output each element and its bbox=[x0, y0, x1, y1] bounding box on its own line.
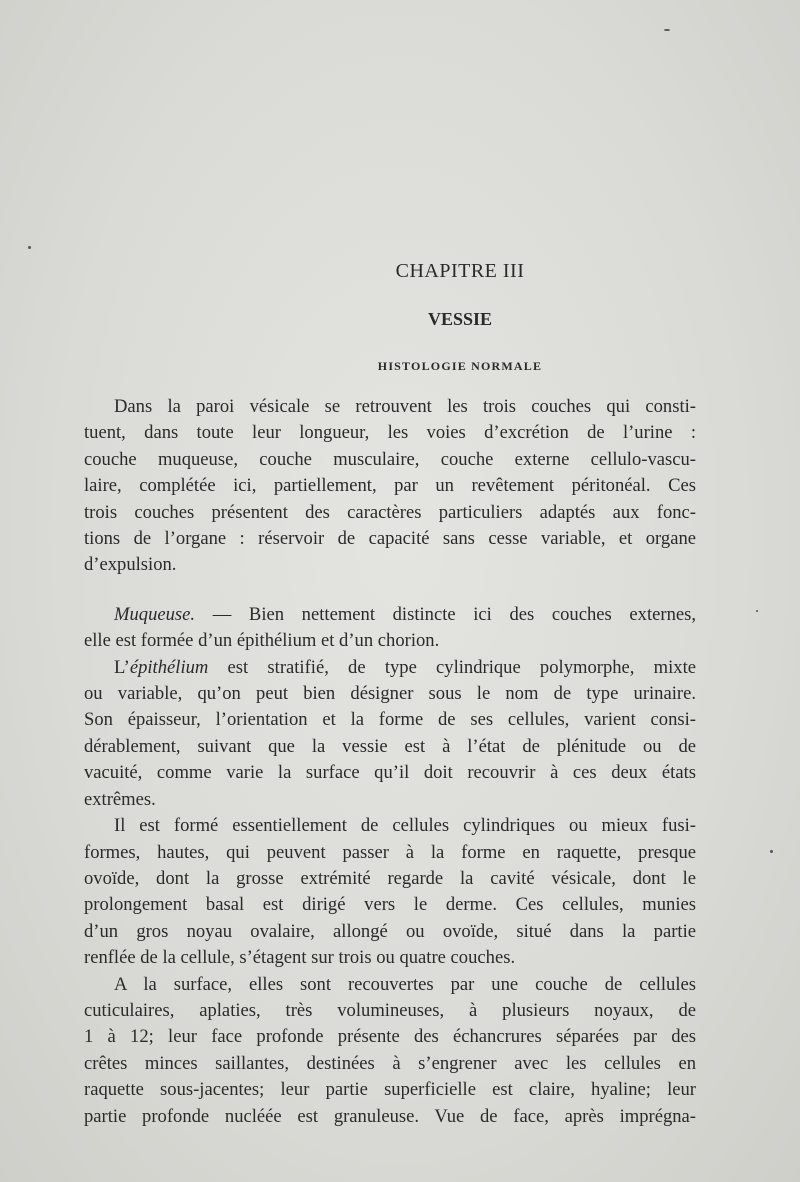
paragraph-cellules bbox=[84, 813, 696, 971]
text-line: raquette sous-jacentes; leur partie superficielle est claire, hyaline; leur bbox=[84, 1079, 696, 1101]
italic-lead: Muqueuse. bbox=[114, 603, 196, 625]
text-line: tions de l’organe : réservoir de capacité sans cesse variable, et organe bbox=[84, 528, 696, 550]
paragraph-muqueuse bbox=[84, 602, 696, 655]
section-title: HISTOLOGIE NORMALE bbox=[377, 359, 543, 373]
text-line: A la surface, elles sont recouvertes par une couche de cellules bbox=[114, 973, 696, 995]
text-line: couche muqueuse, couche musculaire, couche externe cellulo-vascu- bbox=[84, 448, 696, 470]
text-line: extrêmes. bbox=[84, 788, 156, 810]
paragraph-epithelium bbox=[84, 655, 696, 813]
text-line: formes, hautes, qui peuvent passer à la forme en raquette, presque bbox=[84, 841, 696, 863]
paper-speck bbox=[28, 246, 31, 249]
text-line: vacuité, comme varie la surface qu’il doit recouvrir à ces deux états bbox=[84, 762, 696, 784]
text-line: ou variable, qu’on peut bien désigner sous le nom de type urinaire. bbox=[84, 683, 696, 705]
paper-speck bbox=[770, 850, 773, 853]
chapter-number: CHAPITRE III bbox=[395, 260, 525, 282]
text-line: renflée de la cellule, s’étagent sur trois ou quatre couches. bbox=[84, 947, 516, 969]
line-text: est stratifié, de type cylindrique polymorphe, mixte bbox=[208, 656, 696, 678]
line-text: — Bien nettement distincte ici des couches externes, bbox=[195, 603, 696, 625]
text-line: Il est formé essentiellement de cellules cylindriques ou mieux fusi- bbox=[114, 815, 696, 837]
text-line bbox=[84, 602, 696, 628]
paper-speck bbox=[664, 29, 670, 31]
paragraph-gap bbox=[84, 579, 696, 602]
text-line: cuticulaires, aplaties, très volumineuses, à plusieurs noyaux, de bbox=[84, 999, 696, 1021]
italic-lead: épithélium bbox=[129, 656, 209, 678]
text-line: Son épaisseur, l’orientation et la forme de ses cellules, varient consi- bbox=[84, 709, 696, 731]
text-line: Dans la paroi vésicale se retrouvent les trois couches qui consti- bbox=[114, 396, 696, 417]
text-line: partie profonde nucléée est granuleuse. Vue de face, après imprégna- bbox=[84, 1105, 696, 1127]
paragraph-intro bbox=[84, 394, 696, 579]
text-line: 1 à 12; leur face profonde présente des échancrures séparées par des bbox=[84, 1026, 696, 1048]
text-line: prolongement basal est dirigé vers le derme. Ces cellules, munies bbox=[84, 894, 696, 916]
text-line: dérablement, suivant que la vessie est à l’état de plénitude ou de bbox=[84, 735, 696, 757]
text-line: ovoïde, dont la grosse extrémité regarde la cavité vésicale, dont le bbox=[84, 867, 696, 889]
text-line: elle est formée d’un épithélium et d’un chorion. bbox=[84, 630, 440, 652]
text-line: d’un gros noyau ovalaire, allongé ou ovoïde, situé dans la partie bbox=[84, 920, 696, 942]
paper-speck bbox=[756, 610, 758, 612]
text-line: crêtes minces saillantes, destinées à s’engrener avec les cellules en bbox=[84, 1052, 696, 1074]
page-content bbox=[84, 250, 696, 1130]
chapter-title: VESSIE bbox=[427, 309, 493, 329]
text-line: trois couches présentent des caractères particuliers adaptés aux fonc- bbox=[84, 501, 696, 523]
paragraph-surface bbox=[84, 972, 696, 1130]
text-line: laire, complétée ici, partiellement, par un revêtement péritonéal. Ces bbox=[84, 475, 696, 497]
lead-text: L’ bbox=[114, 656, 130, 678]
text-line bbox=[84, 655, 696, 681]
text-line: tuent, dans toute leur longueur, les voies d’excrétion de l’urine : bbox=[84, 422, 696, 444]
text-line: d’expulsion. bbox=[84, 554, 177, 576]
